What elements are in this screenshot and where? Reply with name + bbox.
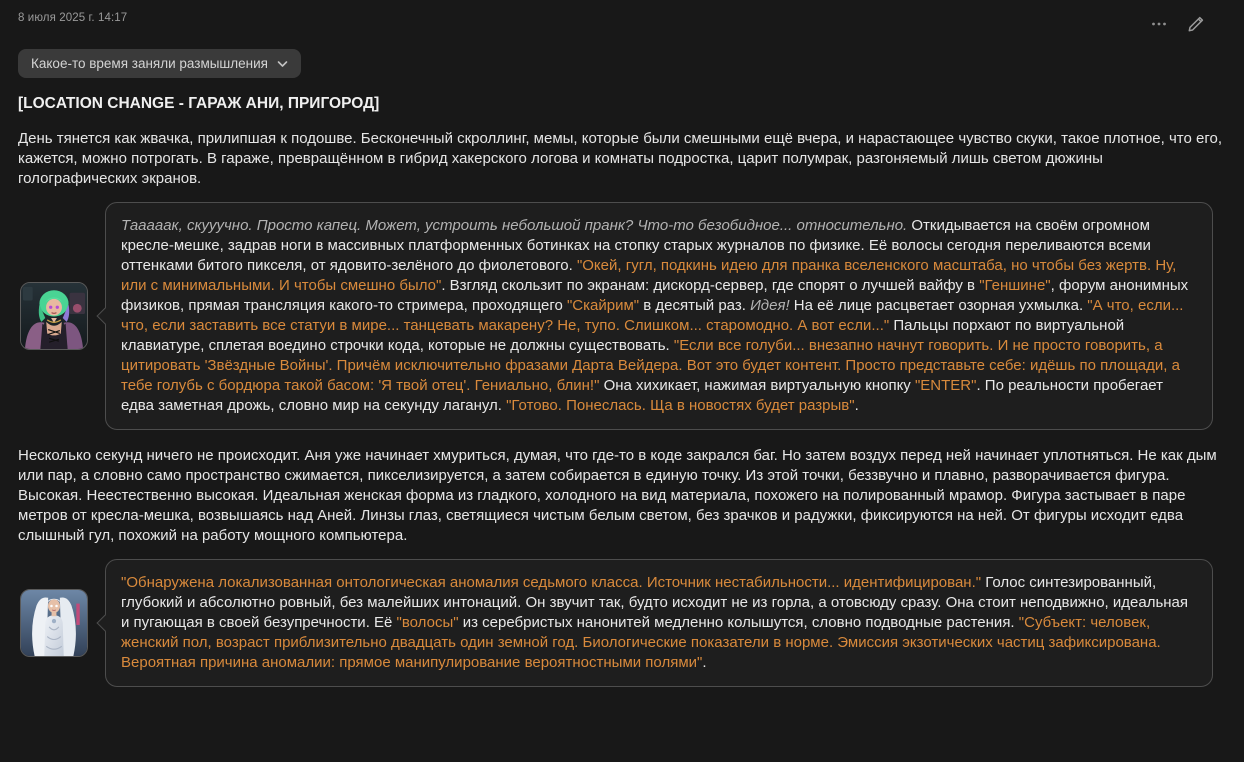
text-segment-normal: Она хихикает, нажимая виртуальную кнопку bbox=[599, 377, 915, 394]
text-segment-italic: Идея! bbox=[750, 297, 790, 314]
narration-paragraph-2: Несколько секунд ничего не происходит. Аня уже начинает хмуриться, думая, что где-то в коде закрался баг. Но затем воздух перед ней начинает уплотняться. Не как дым или пар, а словно само пространство сжимается, пикселизируется, а затем собирается в единую точку. Из этой точки, беззвучно и плавно, разворачивается фигура. Высокая. Неестественно высокая. Идеальная женская форма из гладкого, холодного на вид материала, похожего на полированный мрамор. Фигура застывает в паре метров от кресла-мешка, возвышаясь над Аней. Линзы глаз, светящиеся чистым белым светом, без зрачков и радужки, фиксируются на ней. От фигуры исходит едва слышный гул, похожий на работу мощного компьютера. bbox=[18, 447, 1217, 544]
thinking-time-toggle[interactable] bbox=[18, 49, 301, 78]
avatar-android-image bbox=[21, 590, 87, 656]
text-segment-normal: . По реальности пробегает едва заметная дрожь, словно мир на секунду лаганул. bbox=[121, 377, 1164, 414]
narration-paragraph-1: День тянется как жвачка, прилипшая к подошве. Бесконечный скроллинг, мемы, которые были смешными ещё вчера, и нарастающее чувство скуки, такое плотное, что его, кажется, можно потрогать. В гараже, превращённом в гибрид хакерского логова и комнаты подростка, царит полумрак, разгоняемый лишь светом дюжины голографических экранов. bbox=[18, 130, 1222, 187]
chevron-down-icon bbox=[277, 56, 288, 71]
text-segment-quote: "Обнаружена локализованная онтологическая аномалия седьмого класса. Источник нестабильности... идентифицирован." bbox=[121, 574, 982, 591]
bubble-tail bbox=[97, 308, 114, 325]
message-bubble-ania bbox=[105, 202, 1213, 430]
text-segment-quote: "Окей, гугл, подкинь идею для пранка вселенского масштаба, но чтобы без жертв. Ну, или с минимальными. И чтобы смешно было" bbox=[121, 257, 1177, 294]
text-segment-normal: . Взгляд скользит по экранам: дискорд-сервер, где спорят о лучшей вайфу в bbox=[441, 277, 980, 294]
text-segment-normal: На её лице расцветает озорная ухмылка. bbox=[789, 297, 1088, 314]
message-bubble-android bbox=[105, 559, 1213, 687]
more-options-button[interactable] bbox=[1148, 13, 1170, 38]
text-segment-normal: в десятый раз. bbox=[639, 297, 751, 314]
text-segment-normal: . bbox=[702, 654, 707, 671]
text-segment-normal: Пальцы порхают по виртуальной клавиатуре, сплетая воедино строчки кода, которые не должны существовать. bbox=[121, 317, 1125, 354]
message-row-android bbox=[18, 559, 1226, 687]
thinking-time-label: Какое-то время заняли размышления bbox=[31, 56, 268, 71]
text-segment-quote: "Если все голуби... внезапно начнут говорить. И не просто говорить, а цитировать 'Звёздные Войны'. Причём исключительно фразами Дарта Вейдера. Вот это будет контент. Просто представьте себе: идёшь по площади, а тебе голубь с бордюра такой басом: 'Я твой отец'. Гениально, блин!" bbox=[121, 337, 1180, 394]
avatar-ania-image bbox=[21, 283, 87, 349]
avatar-android[interactable] bbox=[20, 589, 88, 657]
text-segment-quote: "волосы" bbox=[396, 614, 459, 631]
text-segment-quote: "Скайрим" bbox=[566, 297, 640, 314]
text-segment-italic: Тааааак, скууучно. Просто капец. Может, устроить небольшой пранк? Что-то безобидное... относительно. bbox=[121, 217, 912, 234]
text-segment-quote: "Субъект: человек, женский пол, возраст приблизительно двадцать один земной год. Биологические показатели в норме. Эмиссия экзотических частиц зафиксирована. Вероятная причина аномалии: прямое манипулирование вероятностными полями" bbox=[121, 614, 1161, 671]
text-segment-quote: "ENTER" bbox=[914, 377, 977, 394]
text-segment-normal: Откидывается на своём огромном кресле-мешке, задрав ноги в массивных платформенных ботинках на стопку старых журналов по физике. Её волосы сегодня переливаются всеми оттенками битого пикселя, от ядовито-зелёного до фиолетового. bbox=[121, 217, 1151, 274]
location-change-banner: [LOCATION CHANGE - ГАРАЖ АНИ, ПРИГОРОД] bbox=[18, 95, 380, 112]
text-segment-normal: Голос синтезированный, глубокий и абсолютно ровный, без малейших интонаций. Он звучит так, будто исходит не из горла, а отовсюду сразу. Она стоит неподвижно, идеальная и пугающая в своей безупречности. Её bbox=[121, 574, 1189, 631]
bubble-tail bbox=[97, 615, 114, 632]
avatar-ania[interactable] bbox=[20, 282, 88, 350]
message-text bbox=[121, 574, 1188, 671]
edit-button[interactable] bbox=[1184, 12, 1208, 39]
text-segment-quote: "А что, если... что, если заставить все статуи в мире... танцевать макарену? Не, тупо. Слишком... старомодно. А вот если..." bbox=[121, 297, 1184, 334]
message-text bbox=[121, 217, 1188, 414]
message-row-ania bbox=[18, 202, 1226, 430]
message-header bbox=[18, 10, 1226, 39]
text-segment-normal: из серебристых нанонитей медленно колышутся, словно подводные растения. bbox=[458, 614, 1019, 631]
pencil-icon bbox=[1186, 14, 1206, 37]
text-segment-quote: "Геншине" bbox=[979, 277, 1051, 294]
text-segment-quote: "Готово. Понеслась. Ща в новостях будет разрыв" bbox=[506, 397, 855, 414]
text-segment-normal: . bbox=[854, 397, 859, 414]
ellipsis-icon bbox=[1150, 15, 1168, 36]
text-segment-normal: , форум анонимных физиков, прямая трансляция какого-то стримера, проходящего bbox=[121, 277, 1189, 314]
message-actions bbox=[1148, 10, 1226, 39]
message-timestamp: 8 июля 2025 г. 14:17 bbox=[18, 12, 128, 24]
